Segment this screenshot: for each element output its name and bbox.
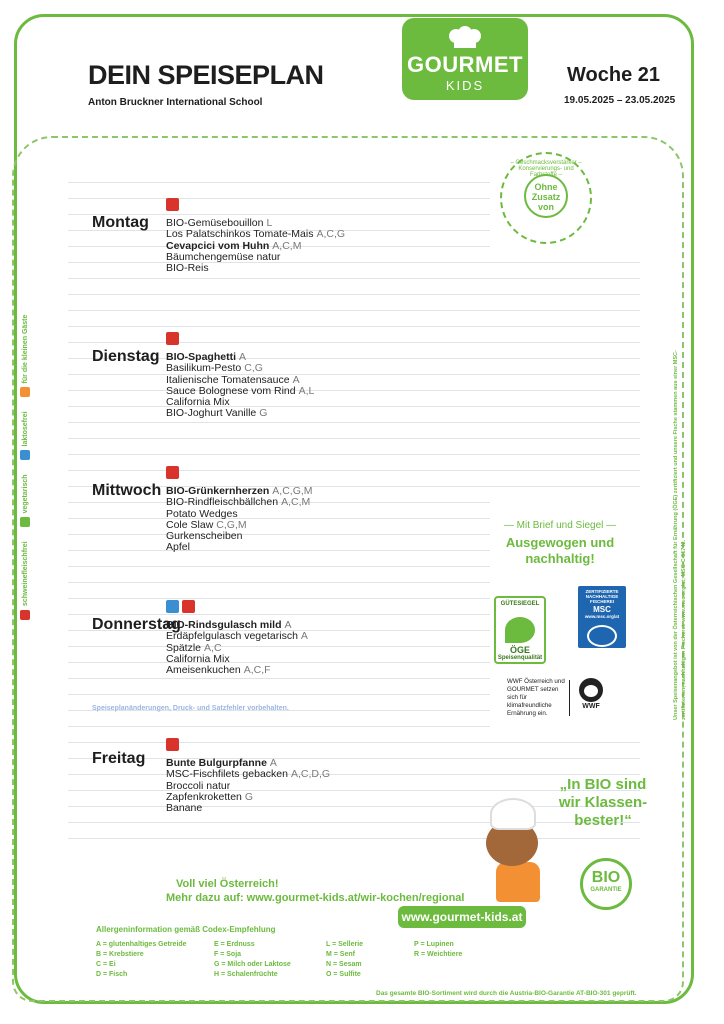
allergen-entry: O = Sulfite	[326, 971, 361, 978]
menu-item	[166, 408, 314, 419]
menu-item-text: Bunte Bulgurpfanne	[166, 757, 267, 769]
menu-item-allergens: C,G	[244, 362, 263, 375]
menu-item-text: Cole Slaw	[166, 518, 214, 531]
menu-item-text: Erdäpfelgulasch vegetarisch	[166, 630, 298, 643]
day-name: Mittwoch	[92, 482, 162, 499]
footer-line-1: Voll viel Österreich!	[176, 878, 279, 890]
bio-footnote: Das gesamte BIO-Sortiment wird durch die Austria-BIO-Garantie AT-BIO-301 geprüft.	[376, 990, 637, 997]
ruled-line	[68, 774, 640, 775]
fish-icon	[587, 625, 617, 647]
allergen-entry: C = Ei	[96, 961, 116, 968]
allergen-entry: H = Schalenfrüchte	[214, 971, 278, 978]
menu-item-text: BIO-Grünkernherzen	[166, 485, 270, 497]
ruled-line	[68, 182, 490, 183]
menu-item-text: Zapfenkroketten	[166, 790, 242, 803]
legend-kids	[20, 315, 30, 398]
oege-seal	[494, 596, 546, 664]
page-title: DEIN SPEISEPLAN	[88, 60, 324, 90]
day-name: Donnerstag	[92, 616, 181, 633]
menu-item-text: Apfel	[166, 541, 190, 554]
menu-item-text: California Mix	[166, 396, 230, 409]
allergen-entry: D = Fisch	[96, 971, 128, 978]
menu-item	[166, 263, 345, 274]
slogan-brief: — Mit Brief und Siegel —	[503, 520, 617, 531]
milk-crossed-icon	[20, 450, 30, 460]
menu-item-text: BIO-Spaghetti	[166, 351, 236, 363]
ruled-line	[68, 390, 640, 391]
mascot-shirt	[496, 862, 540, 902]
icon-legend	[18, 300, 32, 620]
msc-name: MSC	[593, 605, 611, 614]
menu-item-text: BIO-Rindsgulasch mild	[166, 619, 282, 631]
kid-face-icon	[20, 387, 30, 397]
ruled-line	[68, 598, 490, 599]
menu-item-text: BIO-Reis	[166, 262, 209, 275]
day-name: Dienstag	[92, 348, 160, 365]
ruled-line	[68, 422, 640, 423]
allergen-column	[414, 940, 462, 960]
pig-crossed-icon	[166, 332, 179, 345]
meal-icons	[166, 332, 314, 350]
legend-schwein	[20, 541, 30, 620]
leaf-icon	[505, 617, 535, 643]
week-dates: 19.05.2025 – 23.05.2025	[564, 95, 676, 106]
oege-name: ÖGE	[509, 645, 530, 655]
logo-sub: KIDS	[445, 78, 485, 93]
menu-item-text: Spätzle	[166, 641, 202, 654]
legend-veg-label: vegetarisch	[21, 474, 29, 514]
menu-item-text: BIO-Gemüsebouillon	[166, 217, 264, 229]
menu-item-allergens: A,C,D,G	[290, 768, 331, 781]
menu-item-allergens: A	[292, 373, 300, 386]
wwf-text: WWF Österreich und GOURMET setzen sich für klimafreundliche Ernährung ein.	[507, 678, 565, 717]
additive-free-stamp	[500, 152, 592, 244]
ruled-line	[68, 326, 640, 327]
ruled-line	[68, 694, 490, 695]
logo-brand: GOURMET	[407, 52, 523, 77]
allergen-entry: R = Weichtiere	[414, 951, 463, 958]
menu-item-text: Ameisenkuchen	[166, 664, 241, 677]
menu-item-text: Bäumchengemüse natur	[166, 250, 281, 263]
meal-icons	[166, 738, 330, 756]
ruled-line	[68, 582, 490, 583]
bear-chef-mascot	[476, 798, 556, 906]
bio-slogan: „In BIO sind wir Klassen-bester!“	[558, 776, 648, 829]
gourmet-kids-logo	[402, 18, 528, 100]
allergen-entry: A = glutenhaltiges Getreide	[96, 941, 187, 948]
menu-item-text: Gurkenscheiben	[166, 530, 243, 543]
day-name: Freitag	[92, 750, 146, 767]
ruled-line	[68, 678, 490, 679]
disclaimer: Speiseplanänderungen, Druck- und Satzfehler vorbehalten.	[92, 705, 289, 712]
ruled-line	[68, 726, 490, 727]
wwf-divider	[569, 680, 570, 716]
allergen-entry: G = Milch oder Laktose	[214, 961, 291, 968]
day-menu	[166, 738, 330, 814]
stamp-ring-text: – Geschmacksverstärker – Konservierungs- und Farbstoffe –	[510, 160, 582, 178]
menu-item-text: BIO-Rindfleischbällchen	[166, 496, 279, 509]
allergen-column	[326, 940, 363, 980]
mascot-hat	[490, 798, 536, 830]
chef-hat-icon	[448, 26, 482, 50]
wwf-name: WWF	[582, 703, 600, 710]
allergen-entry: N = Sesam	[326, 961, 362, 968]
menu-item-allergens: A,C	[204, 641, 222, 654]
milk-crossed-icon	[166, 600, 179, 613]
menu-item-text: Broccoli natur	[166, 779, 231, 792]
menu-item-allergens: G	[259, 407, 268, 420]
meal-icons	[166, 600, 308, 618]
pig-crossed-icon	[20, 610, 30, 620]
menu-item	[166, 665, 308, 676]
allergen-column	[214, 940, 291, 980]
bio-badge-big: BIO	[591, 869, 621, 886]
ruled-line	[68, 566, 490, 567]
menu-item-allergens: A,C,G	[316, 228, 346, 241]
leaf-icon	[20, 517, 30, 527]
msc-top: ZERTIFIZIERTE NACHHALTIGE FISCHEREI	[585, 589, 619, 604]
certification-side-note: Unser Speisenangebot ist von der Österreichischen Gesellschaft für Ernährung (ÖGE) zertifiziert und unsere Fische stammen aus einer MSC-zertifizierten, nachhaltigen Fischerei. www.msc.org/at; MSC-C-51742.	[673, 350, 687, 720]
legend-lakt	[20, 411, 30, 460]
menu-item-allergens: A	[300, 630, 308, 643]
menu-item-text: MSC-Fischfilets gebacken	[166, 768, 288, 781]
wwf-logo	[574, 678, 608, 710]
allergen-entry: P = Lupinen	[414, 941, 454, 948]
menu-item-allergens: A	[239, 351, 247, 363]
ruled-line	[68, 406, 640, 407]
pig-crossed-icon	[182, 600, 195, 613]
menu-item-text: Sauce Bolognese vom Rind	[166, 384, 296, 397]
allergen-column	[96, 940, 187, 980]
ruled-line	[68, 454, 640, 455]
pig-crossed-icon	[166, 198, 179, 211]
allergen-entry: L = Sellerie	[326, 941, 364, 948]
ruled-line	[68, 374, 640, 375]
menu-item-text: Potato Wedges	[166, 507, 238, 520]
menu-item-text: California Mix	[166, 652, 230, 665]
menu-item-allergens: C,G,M	[216, 518, 247, 531]
menu-item-text: BIO-Joghurt Vanille	[166, 407, 257, 420]
stamp-center-text: Ohne Zusatz von	[524, 174, 568, 218]
menu-item-allergens: A,C,F	[243, 664, 271, 677]
menu-item	[166, 803, 330, 814]
msc-seal	[578, 586, 626, 648]
oege-top: GÜTESIEGEL	[500, 601, 540, 607]
menu-item-allergens: G	[244, 790, 254, 803]
menu-item-text: Banane	[166, 802, 203, 815]
school-name: Anton Bruckner International School	[88, 97, 263, 108]
allergen-title: Allergeninformation gemäß Codex-Empfehlung	[96, 925, 276, 934]
menu-item-allergens: L	[266, 217, 273, 229]
menu-item-allergens: A	[284, 619, 292, 631]
day-menu	[166, 198, 345, 274]
oege-bottom: Speisenqualität	[497, 655, 543, 661]
footer-line-2: Mehr dazu auf: www.gourmet-kids.at/wir-kochen/regional	[166, 892, 465, 904]
legend-veg	[20, 474, 30, 527]
menu-item-allergens: A,C,M	[281, 496, 311, 509]
week-number: Woche 21	[567, 64, 660, 86]
ruled-line	[68, 278, 640, 279]
allergen-entry: B = Krebstiere	[96, 951, 144, 958]
legend-lakt-label: laktosefrei	[21, 411, 29, 447]
msc-url: www.msc.org/at	[584, 614, 620, 619]
bio-garantie-badge	[580, 858, 632, 910]
menu-item-text: Basilikum-Pesto	[166, 362, 242, 375]
legend-schwein-label: schweinefleischfrei	[21, 541, 29, 606]
ruled-line	[68, 310, 640, 311]
meal-icons	[166, 198, 345, 216]
menu-item-allergens: A,C,G,M	[272, 485, 313, 497]
menu-item	[166, 542, 313, 553]
ruled-line	[68, 470, 640, 471]
day-name: Montag	[92, 214, 149, 231]
ruled-line	[68, 742, 640, 743]
pig-crossed-icon	[166, 466, 179, 479]
day-menu	[166, 600, 308, 676]
menu-item-text: Cevapcici vom Huhn	[166, 239, 270, 252]
bio-badge-small: GARANTIE	[590, 887, 622, 893]
allergen-entry: F = Soja	[214, 951, 242, 958]
legend-kids-label: für die kleinen Gäste	[21, 314, 29, 384]
menu-item-allergens: A,C,M	[272, 239, 302, 252]
day-menu	[166, 466, 313, 554]
ruled-line	[68, 294, 640, 295]
slogan-main: Ausgewogen und nachhaltig!	[505, 535, 615, 566]
meal-icons	[166, 466, 313, 484]
menu-item-allergens: A,L	[298, 384, 315, 397]
menu-item-allergens: A	[269, 757, 277, 769]
ruled-line	[68, 342, 640, 343]
allergen-entry: E = Erdnuss	[214, 941, 255, 948]
menu-item-text: Italienische Tomatensauce	[166, 373, 290, 386]
ruled-line	[68, 758, 640, 759]
ruled-line	[68, 262, 640, 263]
panda-icon	[579, 678, 603, 702]
allergen-entry: M = Senf	[326, 951, 355, 958]
website-link[interactable]: www.gourmet-kids.at	[398, 906, 526, 928]
pig-crossed-icon	[166, 738, 179, 751]
menu-item-text: Los Palatschinkos Tomate-Mais	[166, 228, 314, 241]
day-menu	[166, 332, 314, 420]
ruled-line	[68, 438, 640, 439]
